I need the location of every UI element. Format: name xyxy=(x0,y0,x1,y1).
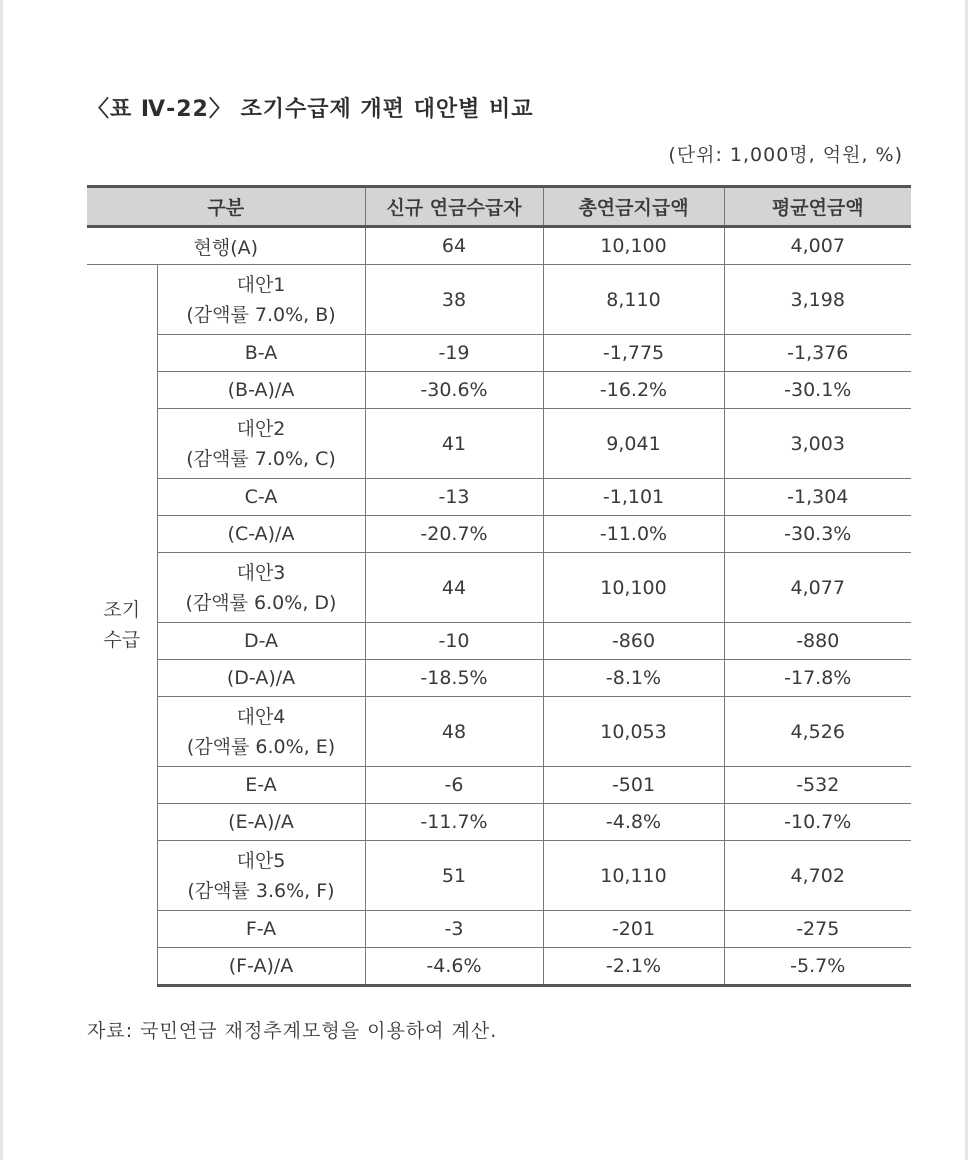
table-row xyxy=(87,409,911,479)
scenario-label-line-2: (감액률 7.0%, C) xyxy=(186,447,336,470)
scenario-label-line-1: 대안5 xyxy=(236,849,286,872)
scenario-label xyxy=(157,409,365,479)
table-cell: -18.5% xyxy=(365,660,543,697)
scenario-label-line-2: (감액률 3.6%, F) xyxy=(187,879,335,902)
group-label-line-2: 수급 xyxy=(103,629,141,652)
table-cell: -10.7% xyxy=(724,804,911,841)
table-cell: -10 xyxy=(365,623,543,660)
table-cell: 51 xyxy=(365,841,543,911)
table-cell: -17.8% xyxy=(724,660,911,697)
table-cell: 4,007 xyxy=(724,227,911,265)
table-row xyxy=(87,265,911,335)
group-label-line-1: 조기 xyxy=(103,599,141,622)
table-cell: -275 xyxy=(724,911,911,948)
table-cell: -16.2% xyxy=(543,372,724,409)
table-cell: -1,304 xyxy=(724,479,911,516)
source-note: 자료: 국민연금 재정추계모형을 이용하여 계산. xyxy=(87,1020,498,1042)
table-cell: -20.7% xyxy=(365,516,543,553)
table-cell: 48 xyxy=(365,697,543,767)
table-cell: 10,053 xyxy=(543,697,724,767)
row-label: (C-A)/A xyxy=(157,516,365,553)
table-row xyxy=(87,553,911,623)
table-cell: 4,526 xyxy=(724,697,911,767)
table-cell: -30.1% xyxy=(724,372,911,409)
table-cell: -880 xyxy=(724,623,911,660)
scenario-label-line-1: 대안1 xyxy=(236,273,286,296)
scenario-label-line-2: (감액률 7.0%, B) xyxy=(186,303,336,326)
table-cell: -1,376 xyxy=(724,335,911,372)
scenario-label xyxy=(157,265,365,335)
header-col-2: 총연금지급액 xyxy=(543,187,724,227)
table-row xyxy=(87,841,911,911)
table-title: 〈표 Ⅳ-22〉 조기수급제 개편 대안별 비교 xyxy=(87,97,534,122)
table-cell: 64 xyxy=(365,227,543,265)
row-label: C-A xyxy=(157,479,365,516)
table-cell: 8,110 xyxy=(543,265,724,335)
table-cell: -5.7% xyxy=(724,948,911,986)
header-category: 구분 xyxy=(87,187,365,227)
row-label: B-A xyxy=(157,335,365,372)
comparison-table xyxy=(87,185,911,987)
table-row xyxy=(87,804,911,841)
table-row xyxy=(87,623,911,660)
table-cell: 44 xyxy=(365,553,543,623)
table-cell: -2.1% xyxy=(543,948,724,986)
table-cell: 4,702 xyxy=(724,841,911,911)
table-cell: -8.1% xyxy=(543,660,724,697)
table-cell: -4.6% xyxy=(365,948,543,986)
table-row xyxy=(87,697,911,767)
row-label: D-A xyxy=(157,623,365,660)
table-row xyxy=(87,516,911,553)
table-cell: -6 xyxy=(365,767,543,804)
table-row xyxy=(87,335,911,372)
unit-note: (단위: 1,000명, 억원, %) xyxy=(668,144,903,166)
table-cell: 10,100 xyxy=(543,227,724,265)
table-cell: -11.7% xyxy=(365,804,543,841)
row-label: (D-A)/A xyxy=(157,660,365,697)
table-cell: 38 xyxy=(365,265,543,335)
table-cell: 3,198 xyxy=(724,265,911,335)
table-row xyxy=(87,767,911,804)
scenario-label-line-1: 대안2 xyxy=(236,417,286,440)
scenario-label xyxy=(157,697,365,767)
row-label: (F-A)/A xyxy=(157,948,365,986)
table-cell: -860 xyxy=(543,623,724,660)
row-label: E-A xyxy=(157,767,365,804)
table-cell: -1,775 xyxy=(543,335,724,372)
header-row xyxy=(87,187,911,227)
group-label xyxy=(87,265,157,986)
table-row xyxy=(87,660,911,697)
table-row-base xyxy=(87,227,911,265)
scenario-label-line-2: (감액률 6.0%, D) xyxy=(185,591,337,614)
row-label: (B-A)/A xyxy=(157,372,365,409)
row-label: (E-A)/A xyxy=(157,804,365,841)
header-col-3: 평균연금액 xyxy=(724,187,911,227)
table-cell: -11.0% xyxy=(543,516,724,553)
table-cell: -532 xyxy=(724,767,911,804)
table-row xyxy=(87,372,911,409)
base-label: 현행(A) xyxy=(87,227,365,265)
scenario-label-line-1: 대안4 xyxy=(236,705,286,728)
table-cell: 3,003 xyxy=(724,409,911,479)
table-cell: 10,100 xyxy=(543,553,724,623)
header-col-1: 신규 연금수급자 xyxy=(365,187,543,227)
table-cell: -1,101 xyxy=(543,479,724,516)
table-cell: 9,041 xyxy=(543,409,724,479)
table-cell: -13 xyxy=(365,479,543,516)
row-label: F-A xyxy=(157,911,365,948)
table-cell: 10,110 xyxy=(543,841,724,911)
table-row xyxy=(87,948,911,986)
table-cell: -4.8% xyxy=(543,804,724,841)
scenario-label xyxy=(157,553,365,623)
table-cell: -201 xyxy=(543,911,724,948)
table-cell: 41 xyxy=(365,409,543,479)
table-row xyxy=(87,911,911,948)
table-cell: -3 xyxy=(365,911,543,948)
table-cell: -30.3% xyxy=(724,516,911,553)
table-cell: -19 xyxy=(365,335,543,372)
table-cell: 4,077 xyxy=(724,553,911,623)
table-row xyxy=(87,479,911,516)
scenario-label-line-1: 대안3 xyxy=(236,561,286,584)
table-cell: -30.6% xyxy=(365,372,543,409)
table-cell: -501 xyxy=(543,767,724,804)
scenario-label xyxy=(157,841,365,911)
scenario-label-line-2: (감액률 6.0%, E) xyxy=(186,735,336,758)
